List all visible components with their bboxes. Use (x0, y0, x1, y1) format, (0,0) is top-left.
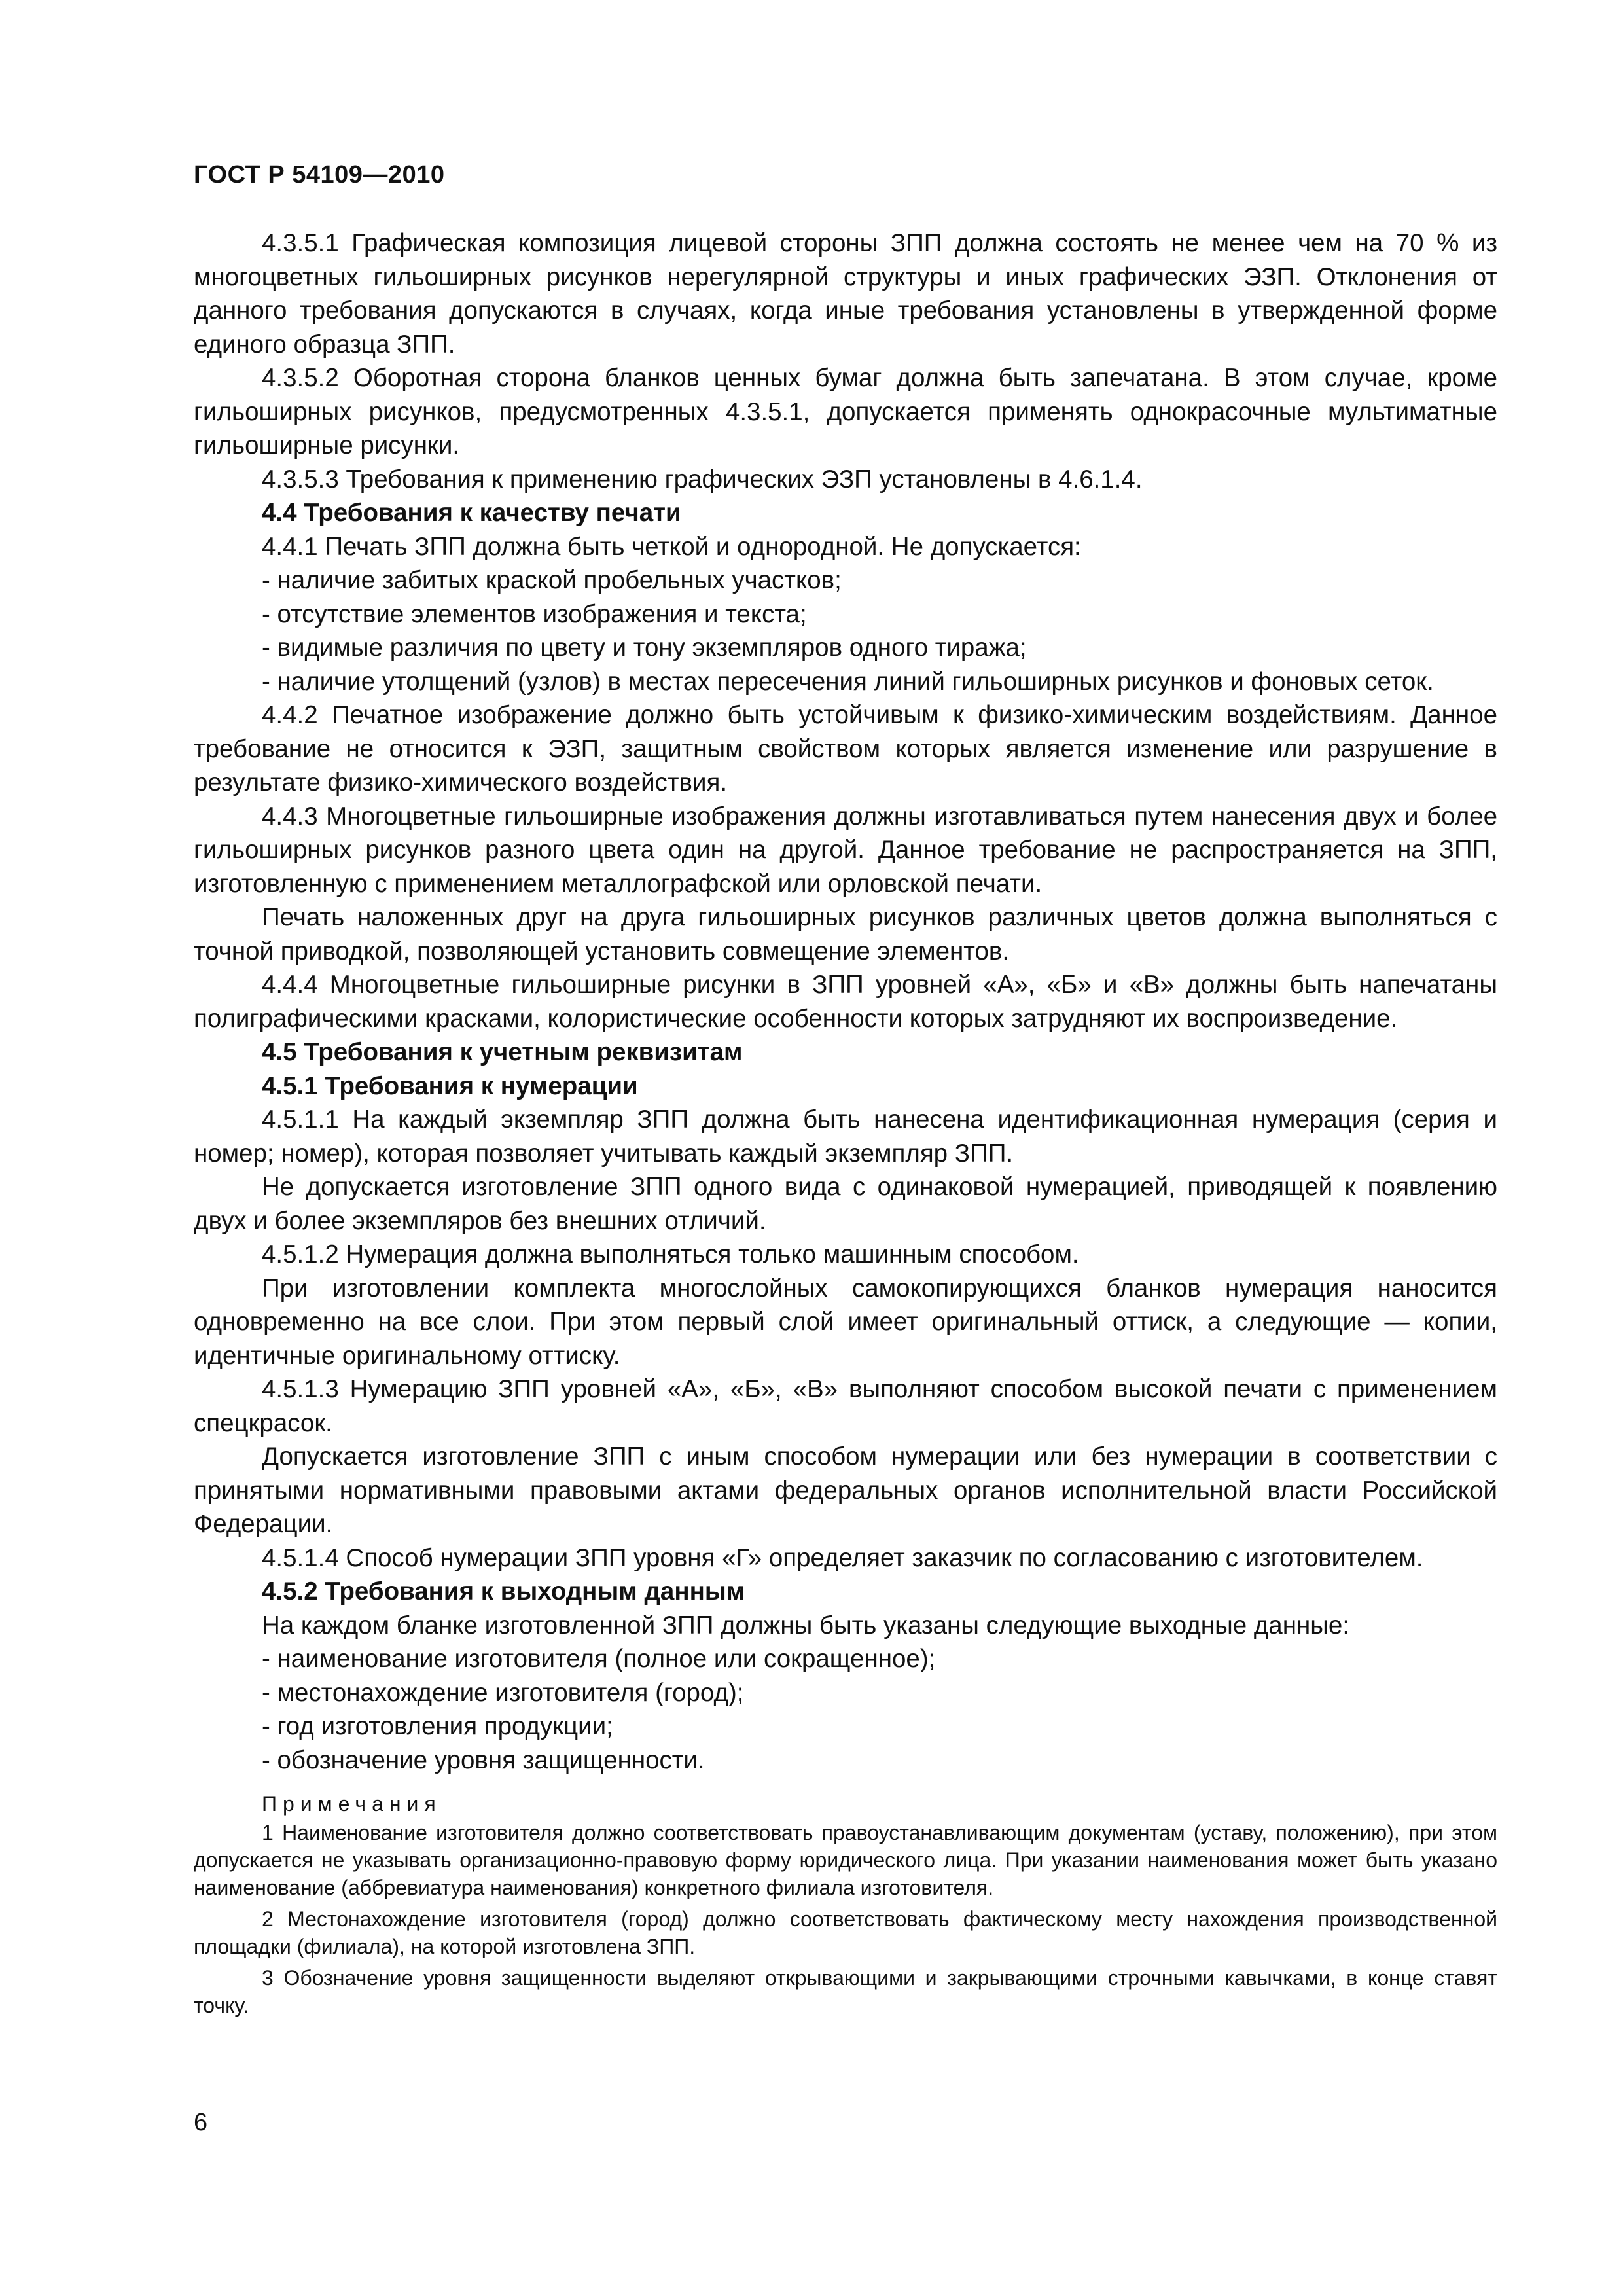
paragraph-4-4-2: 4.4.2 Печатное изображение должно быть устойчивым к физико-химическим воздействиям. Данное требование не относится к ЭЗП, защитным свойством которых является изменение или разрушение в результате физико-химического воздействия. (194, 701, 1497, 797)
paragraph-4-5-1-4: 4.5.1.4 Способ нумерации ЗПП уровня «Г» определяет заказчик по согласованию с изготовителем. (262, 1543, 1423, 1572)
note-item: 3 Обозначение уровня защищенности выделяют открывающими и закрывающими строчными кавычками, в конце ставят точку. (194, 1966, 1497, 2017)
paragraph-4-4-4: 4.4.4 Многоцветные гильоширные рисунки в ЗПП уровней «А», «Б» и «В» должны быть напечатаны полиграфическими красками, колористические особенности которых затрудняют их воспроизведение. (194, 971, 1497, 1033)
paragraph: На каждом бланке изготовленной ЗПП должны быть указаны следующие выходные данные: (262, 1611, 1350, 1640)
section-heading-4-5-2: 4.5.2 Требования к выходным данным (262, 1577, 745, 1605)
list-item: - наименование изготовителя (полное или сокращенное); (262, 1645, 936, 1673)
notes-section (194, 1790, 1497, 2019)
note-item: 2 Местонахождение изготовителя (город) должно соответствовать фактическому месту нахождения производственной площадки (филиала), на которой изготовлена ЗПП. (194, 1907, 1497, 1958)
section-heading-4-5: 4.5 Требования к учетным реквизитам (262, 1038, 743, 1066)
section-heading-4-5-1: 4.5.1 Требования к нумерации (262, 1071, 638, 1100)
paragraph-4-3-5-1: 4.3.5.1 Графическая композиция лицевой стороны ЗПП должна состоять не менее чем на 70 % из многоцветных гильоширных рисунков нерегулярной структуры и иных графических ЭЗП. Отклонения от данного требования допускаются в случаях, когда иные требования установлены в утвержденной форме единого образца ЗПП. (194, 229, 1497, 359)
note-item: 1 Наименование изготовителя должно соответствовать правоустанавливающим документам (уставу, положению), при этом допускается не указывать организационно-правовую форму юридического лица. При указании наименования может быть указано наименование (аббревиатура наименования) конкретного филиала изготовителя. (194, 1821, 1497, 1899)
list-item: - обозначение уровня защищенности. (262, 1746, 705, 1774)
paragraph: Допускается изготовление ЗПП с иным способом нумерации или без нумерации в соответствии с принятыми нормативными правовыми актами федеральных органов исполнительной власти Российской Федерации. (194, 1443, 1497, 1538)
notes-title: Примечания (262, 1792, 442, 1816)
list-item: - видимые различия по цвету и тону экземпляров одного тиража; (262, 634, 1027, 662)
paragraph-4-4-1: 4.4.1 Печать ЗПП должна быть четкой и однородной. Не допускается: (262, 532, 1081, 561)
list-item: - местонахождение изготовителя (город); (262, 1678, 744, 1707)
section-heading-4-4: 4.4 Требования к качеству печати (262, 499, 681, 527)
paragraph-4-4-3: 4.4.3 Многоцветные гильоширные изображения должны изготавливаться путем нанесения двух и более гильоширных рисунков разного цвета один на другой. Данное требование не распространяется на ЗПП, изготовленную с применением металлографской или орловской печати. (194, 802, 1497, 898)
paragraph-4-5-1-3: 4.5.1.3 Нумерацию ЗПП уровней «А», «Б», «В» выполняют способом высокой печати с применением спецкрасок. (194, 1375, 1497, 1437)
list-item: - наличие утолщений (узлов) в местах пересечения линий гильоширных рисунков и фоновых сеток. (262, 667, 1434, 696)
paragraph-4-5-1-1: 4.5.1.1 На каждый экземпляр ЗПП должна быть нанесена идентификационная нумерация (серия и номер; номер), которая позволяет учитывать каждый экземпляр ЗПП. (194, 1105, 1497, 1168)
paragraph: При изготовлении комплекта многослойных самокопирующихся бланков нумерация наносится одновременно на все слои. При этом первый слой имеет оригинальный оттиск, а следующие — копии, идентичные оригинальному оттиску. (194, 1274, 1497, 1370)
list-item: - отсутствие элементов изображения и текста; (262, 600, 807, 628)
paragraph-4-3-5-3: 4.3.5.3 Требования к применению графических ЭЗП установлены в 4.6.1.4. (262, 465, 1143, 493)
document-body (194, 226, 1497, 2023)
document-header: ГОСТ Р 54109—2010 (194, 161, 445, 188)
page-number: 6 (194, 2109, 208, 2136)
paragraph: Печать наложенных друг на друга гильоширных рисунков различных цветов должна выполняться с точной приводкой, позволяющей установить совмещение элементов. (194, 903, 1497, 965)
paragraph: Не допускается изготовление ЗПП одного вида с одинаковой нумерацией, приводящей к появлению двух и более экземпляров без внешних отличий. (194, 1173, 1497, 1235)
paragraph-4-5-1-2: 4.5.1.2 Нумерация должна выполняться только машинным способом. (262, 1240, 1079, 1268)
paragraph-4-3-5-2: 4.3.5.2 Оборотная сторона бланков ценных бумаг должна быть запечатана. В этом случае, кроме гильоширных рисунков, предусмотренных 4.3.5.1, допускается применять однокрасочные мультиматные гильоширные рисунки. (194, 364, 1497, 459)
list-item: - год изготовления продукции; (262, 1712, 613, 1740)
list-item: - наличие забитых краской пробельных участков; (262, 566, 842, 594)
